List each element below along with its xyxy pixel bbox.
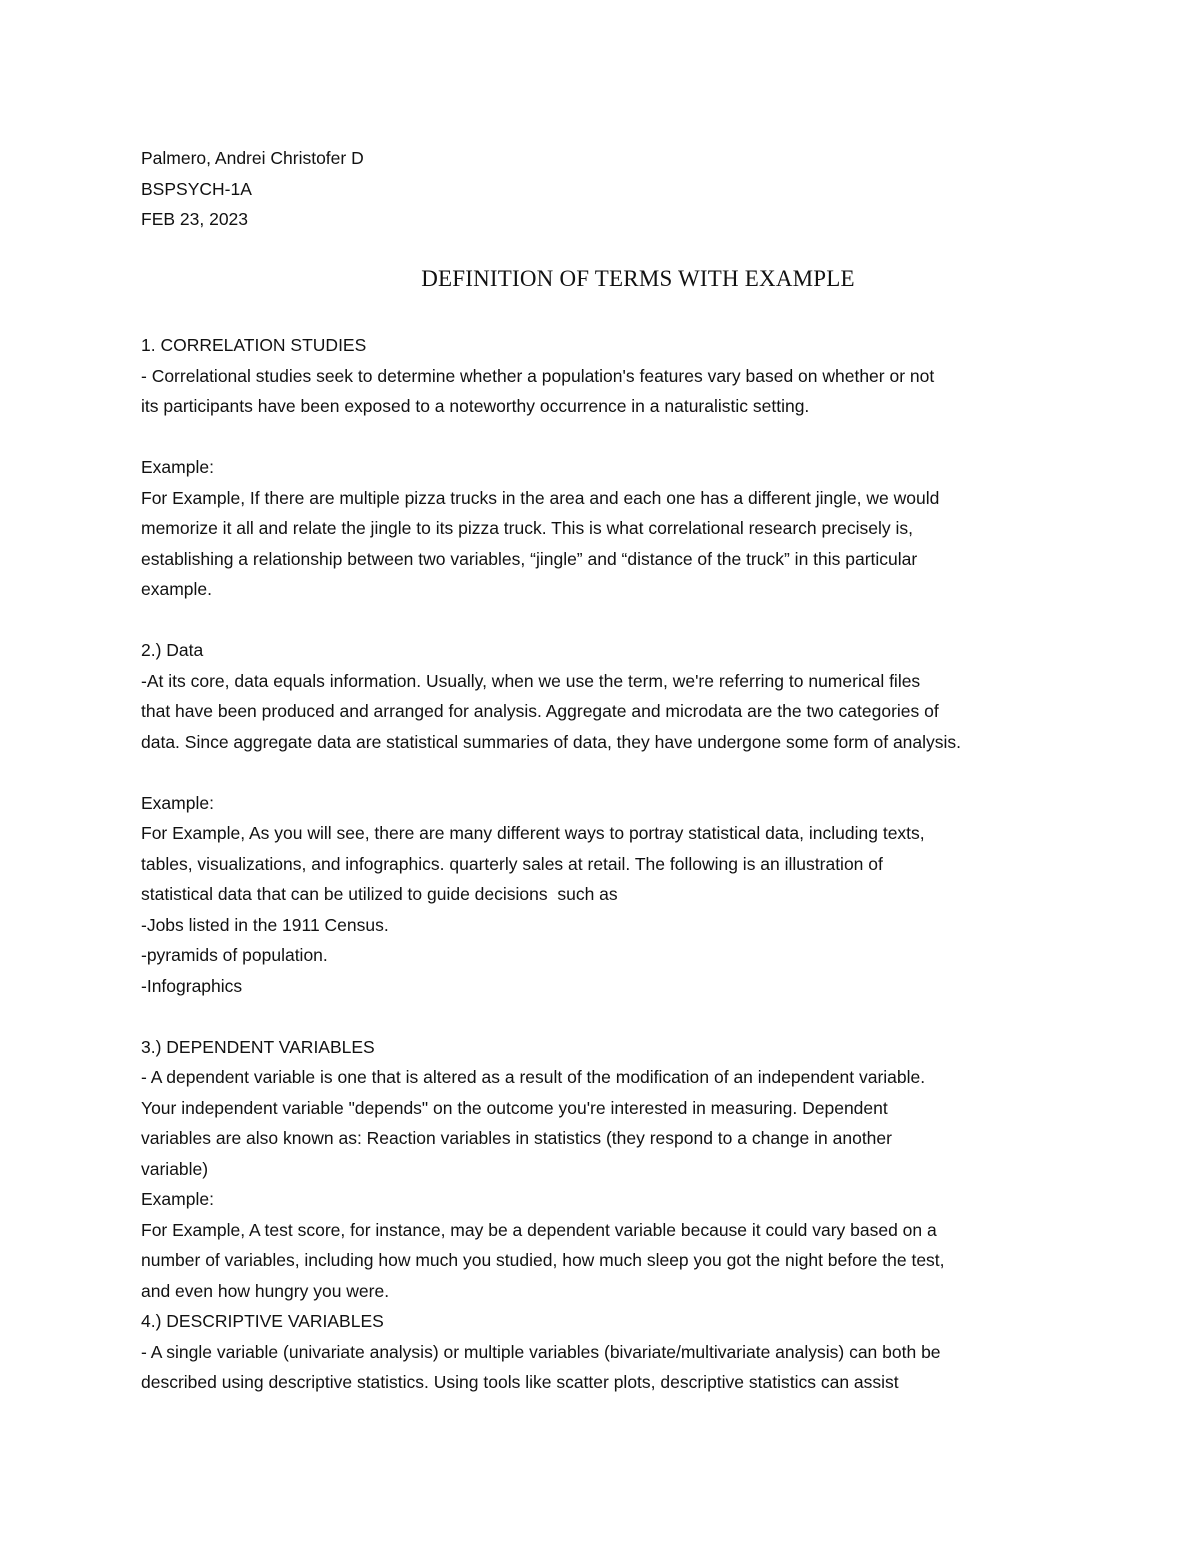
section-heading-correlation: 1. CORRELATION STUDIES bbox=[141, 335, 367, 355]
spacer bbox=[141, 1001, 1071, 1032]
spacer bbox=[141, 757, 1071, 788]
example-line: -Jobs listed in the 1911 Census. bbox=[141, 914, 389, 935]
example-line: -Infographics bbox=[141, 975, 243, 996]
example-label: Example: bbox=[141, 457, 214, 477]
document-body bbox=[141, 330, 1071, 1398]
example-line: For Example, If there are multiple pizza trucks in the area and each one has a different jingle, we would bbox=[141, 487, 940, 508]
spacer bbox=[141, 605, 1071, 636]
definition-line: Your independent variable "depends" on the outcome you're interested in measuring. Dependent bbox=[141, 1097, 888, 1118]
example-label: Example: bbox=[141, 792, 214, 813]
document-title: DEFINITION OF TERMS WITH EXAMPLE bbox=[421, 266, 855, 291]
section-heading-descriptive-variables: 4.) DESCRIPTIVE VARIABLES bbox=[141, 1311, 384, 1331]
example-line: example. bbox=[141, 579, 213, 599]
example-line: memorize it all and relate the jingle to its pizza truck. This is what correlational research precisely is, bbox=[141, 518, 913, 538]
example-line: -pyramids of population. bbox=[141, 945, 328, 965]
example-line: tables, visualizations, and infographics. quarterly sales at retail. The following is an illustration of bbox=[141, 853, 883, 874]
example-line: statistical data that can be utilized to guide decisions such as bbox=[141, 884, 618, 904]
definition-line: - A single variable (univariate analysis) or multiple variables (bivariate/multivariate analysis) can both be bbox=[141, 1341, 941, 1362]
definition-line: described using descriptive statistics. Using tools like scatter plots, descriptive statistics can assist bbox=[141, 1372, 899, 1392]
example-label: Example: bbox=[141, 1189, 214, 1209]
definition-line: that have been produced and arranged for analysis. Aggregate and microdata are the two categories of bbox=[141, 701, 939, 721]
example-line: number of variables, including how much you studied, how much sleep you got the night before the test, bbox=[141, 1250, 945, 1270]
section-heading-dependent-variables: 3.) DEPENDENT VARIABLES bbox=[141, 1036, 375, 1057]
example-line: and even how hungry you were. bbox=[141, 1280, 390, 1301]
definition-line: - A dependent variable is one that is altered as a result of the modification of an independent variable. bbox=[141, 1067, 926, 1087]
author-section: BSPSYCH-1A bbox=[141, 178, 252, 199]
example-line: For Example, A test score, for instance, may be a dependent variable because it could vary based on a bbox=[141, 1219, 937, 1240]
definition-line: its participants have been exposed to a noteworthy occurrence in a naturalistic setting. bbox=[141, 396, 810, 416]
section-heading-data: 2.) Data bbox=[141, 640, 204, 660]
spacer bbox=[141, 422, 1071, 453]
definition-line: - Correlational studies seek to determine whether a population's features vary based on whether or not bbox=[141, 365, 935, 386]
definition-line: data. Since aggregate data are statistical summaries of data, they have undergone some form of analysis. bbox=[141, 731, 962, 752]
definition-line: variable) bbox=[141, 1158, 209, 1179]
author-name: Palmero, Andrei Christofer D bbox=[141, 148, 364, 168]
definition-line: -At its core, data equals information. Usually, when we use the term, we're referring to numerical files bbox=[141, 670, 921, 691]
author-header bbox=[141, 143, 364, 235]
document-date: FEB 23, 2023 bbox=[141, 209, 249, 229]
example-line: For Example, As you will see, there are many different ways to portray statistical data, including texts, bbox=[141, 823, 925, 843]
definition-line: variables are also known as: Reaction variables in statistics (they respond to a change in another bbox=[141, 1128, 892, 1148]
example-line: establishing a relationship between two variables, “jingle” and “distance of the truck” in this particular bbox=[141, 548, 918, 569]
